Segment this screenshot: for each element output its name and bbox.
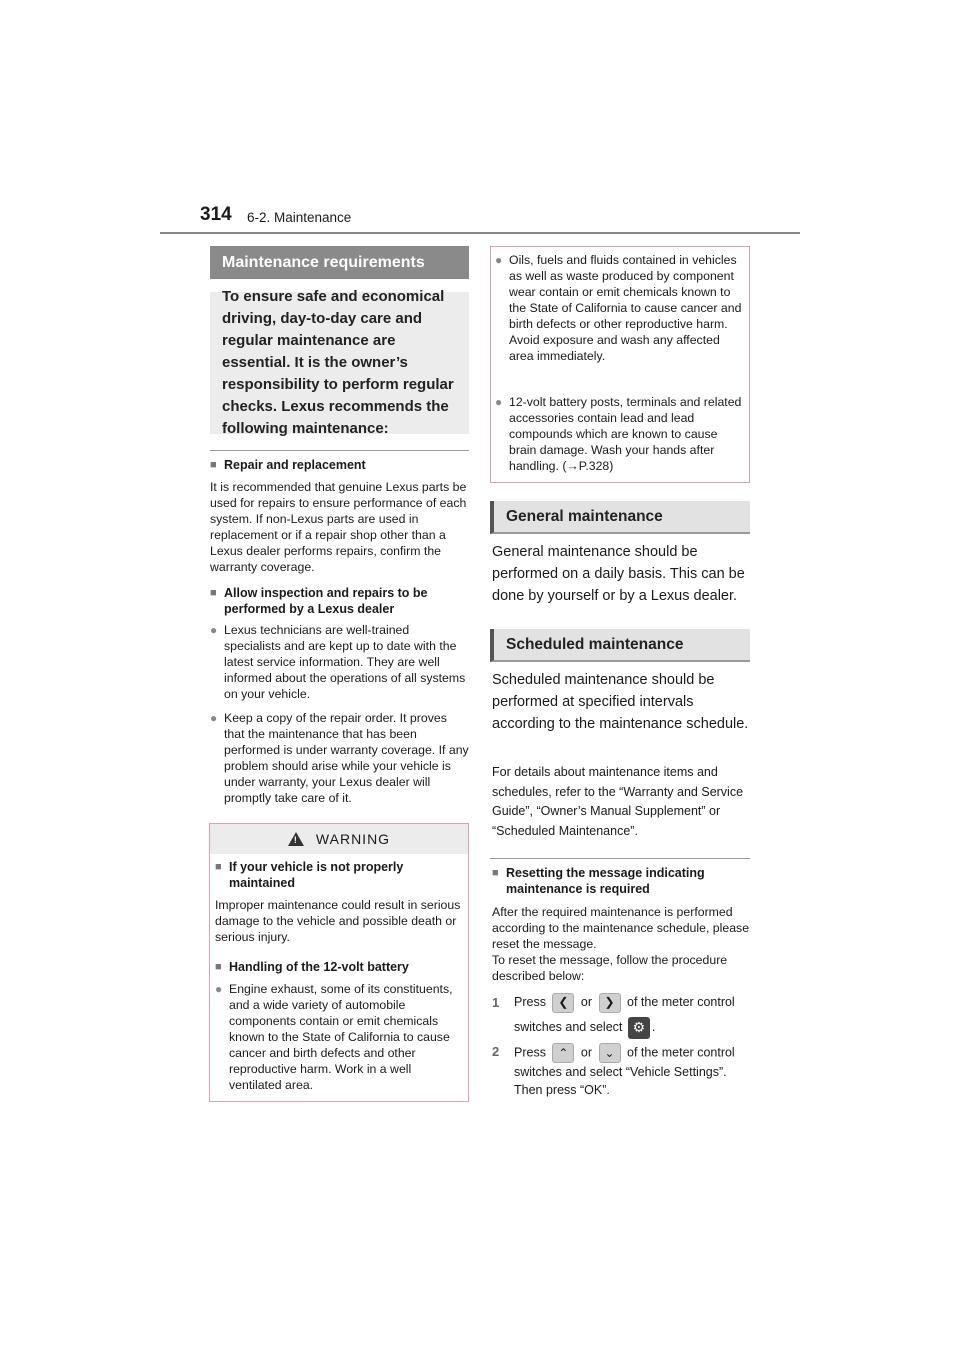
square-bullet-icon: ■ xyxy=(210,459,217,471)
step-text xyxy=(514,990,750,1040)
reset-text-2: To reset the message, follow the procedure described below: xyxy=(492,953,728,983)
chapter-title: 6-2. Maintenance xyxy=(247,210,352,225)
step-1 xyxy=(492,990,750,1040)
scheduled-details: For details about maintenance items and schedules, refer to the “Warranty and Service Guide”, “Owner’s Manual Supplement” or “Scheduled Maintenance”. xyxy=(492,765,744,838)
divider xyxy=(210,450,469,451)
chevron-left-icon: ❮ xyxy=(552,993,574,1013)
warning-title: WARNING xyxy=(315,831,391,847)
reset-heading-text: Resetting the message indicating maintenance is required xyxy=(506,866,705,896)
list-item xyxy=(495,252,745,364)
chevron-down-icon: ⌄ xyxy=(599,1043,621,1063)
step-text-rest: of the meter control switches and select “Vehicle Settings”. Then press “OK”. xyxy=(514,1045,735,1097)
allow-heading-text: Allow inspection and repairs to be performed by a Lexus dealer xyxy=(224,586,428,616)
section-title-maintenance-requirements: Maintenance requirements xyxy=(210,246,469,279)
section-title-scheduled-maintenance: Scheduled maintenance xyxy=(490,629,750,662)
list-item-text: Keep a copy of the repair order. It proves that the maintenance that has been performed is under warranty coverage. If any problem should arise while your vehicle is under warranty, your Lexus dealer will promptly take care of it. xyxy=(224,711,469,805)
step-text-end: . xyxy=(651,1020,656,1034)
step-text-or: or xyxy=(580,995,593,1009)
square-bullet-icon: ■ xyxy=(210,587,217,599)
repair-text: It is recommended that genuine Lexus parts be used for repairs to ensure performance of each system. If non-Lexus parts are used in replacement or if a repair shop other than a Lexus dealer performs repairs, confirm the warranty coverage. xyxy=(210,480,467,574)
divider xyxy=(490,858,750,859)
warning-triangle-icon: ! xyxy=(288,832,304,846)
allow-heading xyxy=(210,585,469,617)
section-title-general-maintenance: General maintenance xyxy=(490,501,750,534)
bullet-dot-icon: ● xyxy=(495,395,503,409)
bullet-dot-icon: ● xyxy=(210,711,218,725)
list-item-text: 12-volt battery posts, terminals and related accessories contain lead and lead compounds which are known to cause brain damage. Wash your hands after handling. (→P.328) xyxy=(509,395,742,473)
warning-heading-maintained xyxy=(215,859,465,891)
square-bullet-icon: ■ xyxy=(215,861,222,873)
scheduled-text: Scheduled maintenance should be performed at specified intervals according to the maintenance schedule. xyxy=(492,672,749,732)
reset-heading xyxy=(492,865,750,897)
step-text-rest: of the meter control switches and select xyxy=(514,995,735,1034)
general-text: General maintenance should be performed on a daily basis. This can be done by yourself or by a Lexus dealer. xyxy=(492,544,745,604)
list-item-text: Lexus technicians are well-trained specialists and are kept up to date with the latest service information. They are well informed about the operations of all systems on your vehicle. xyxy=(224,623,466,701)
list-item-text: Engine exhaust, some of its constituents, and a wide variety of automobile components contain or emit chemicals known to the State of California to cause cancer and birth defects and other reproductive harm. Work in a well ventilated area. xyxy=(229,982,453,1092)
square-bullet-icon: ■ xyxy=(215,961,222,973)
list-item-text: Oils, fuels and fluids contained in vehicles as well as waste produced by component wear contain or emit chemicals known to the State of California to cause cancer and birth defects or other reproductive harm. Avoid exposure and wash any affected area immediately. xyxy=(509,253,742,363)
gear-icon: ⚙ xyxy=(628,1017,650,1039)
chevron-right-icon: ❯ xyxy=(599,993,621,1013)
bullet-dot-icon: ● xyxy=(495,253,503,267)
step-2 xyxy=(492,1043,750,1099)
step-number: 2 xyxy=(492,1044,500,1059)
page-number: 314 xyxy=(200,204,232,225)
step-text-or: or xyxy=(580,1045,593,1060)
warning-heading-battery xyxy=(215,959,465,975)
step-text-press: Press xyxy=(514,1045,546,1060)
intro-text: To ensure safe and economical driving, day-to-day care and regular maintenance are essential. It is the owner’s responsibility to perform regular checks. Lexus recommends the following maintenance: xyxy=(210,292,469,434)
chevron-up-icon: ⌃ xyxy=(552,1043,574,1063)
list-item xyxy=(495,394,745,474)
reset-text-1: After the required maintenance is performed according to the maintenance schedule, please reset the message. xyxy=(492,905,750,951)
step-text-press: Press xyxy=(514,995,546,1009)
warning-heading-text: If your vehicle is not properly maintained xyxy=(229,860,404,890)
step-number: 1 xyxy=(492,995,500,1010)
repair-heading xyxy=(210,457,469,473)
warning-header xyxy=(210,824,468,854)
repair-heading-text: Repair and replacement xyxy=(224,458,366,472)
square-bullet-icon: ■ xyxy=(492,867,499,879)
bullet-dot-icon: ● xyxy=(215,982,223,996)
warning-heading-text: Handling of the 12-volt battery xyxy=(229,960,409,974)
warning-text: Improper maintenance could result in serious damage to the vehicle and possible death or serious injury. xyxy=(215,898,461,944)
list-item xyxy=(210,622,469,702)
list-item xyxy=(210,710,469,806)
list-item xyxy=(215,981,465,1093)
bullet-dot-icon: ● xyxy=(210,623,218,637)
step-text xyxy=(514,1043,750,1099)
header-rule xyxy=(160,232,800,234)
